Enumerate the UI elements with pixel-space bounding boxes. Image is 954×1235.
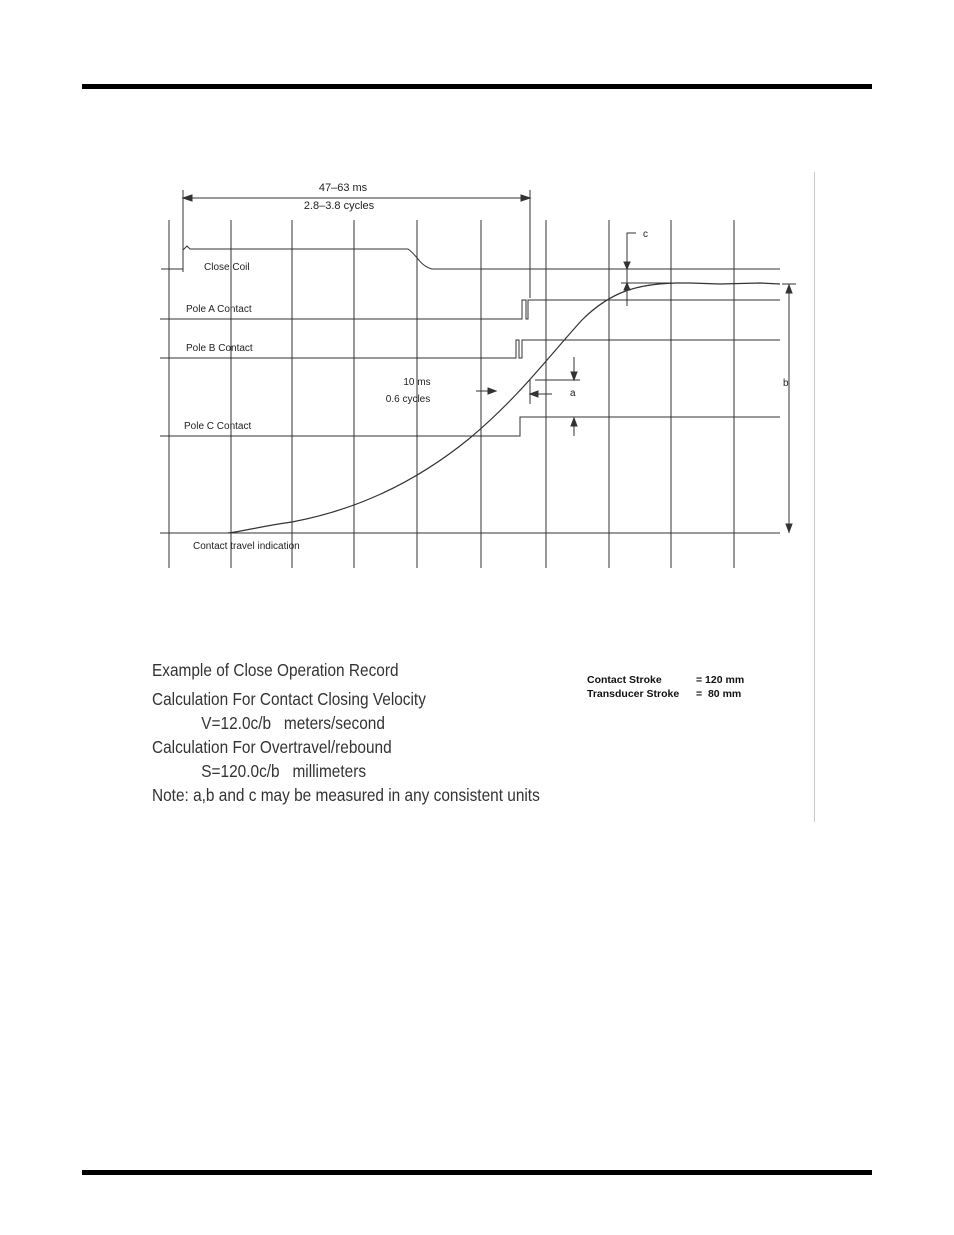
- contact-travel-curve: [228, 283, 780, 533]
- transducer-stroke-value: = 80 mm: [696, 688, 742, 700]
- marker-c-arrow-down: [624, 262, 630, 269]
- calc-title: Example of Close Operation Record: [152, 660, 399, 680]
- stroke-specs: [587, 673, 744, 701]
- contact-stroke-row: [587, 673, 744, 687]
- pole-a-label: Pole A Contact: [186, 304, 252, 315]
- overtravel-heading: Calculation For Overtravel/rebound: [152, 737, 392, 757]
- interval-arrow-left: [488, 388, 496, 394]
- marker-c-label: c: [643, 229, 648, 240]
- transducer-stroke-row: [587, 687, 744, 701]
- marker-c-arrow-up: [624, 283, 630, 290]
- footer-rule: [82, 1170, 872, 1175]
- timing-arrow-left: [183, 195, 192, 201]
- marker-b-arrow-top: [786, 285, 792, 293]
- timing-top-label: 47–63 ms: [318, 182, 368, 194]
- close-coil-label: Close Coil: [204, 262, 250, 273]
- interval-bottom-label: 0.6 cycles: [385, 394, 431, 405]
- interval-top-label: 10 ms: [403, 377, 431, 388]
- pole-a-trace: [160, 300, 780, 319]
- velocity-heading: Calculation For Contact Closing Velocity: [152, 689, 426, 709]
- calculation-block: [152, 658, 540, 807]
- pole-b-label: Pole B Contact: [186, 343, 253, 354]
- units-note: Note: a,b and c may be measured in any consistent units: [152, 785, 540, 805]
- contact-stroke-value: = 120 mm: [696, 674, 745, 686]
- velocity-formula: V=12.0c/b meters/second: [201, 713, 385, 733]
- timing-arrow-right: [521, 195, 530, 201]
- contact-stroke-label: Contact Stroke: [587, 674, 662, 686]
- marker-b-label: b: [783, 378, 789, 389]
- timing-bottom-label: 2.8–3.8 cycles: [303, 200, 375, 212]
- marker-a-arrow-top: [571, 372, 577, 380]
- contact-travel-label: Contact travel indication: [193, 541, 300, 552]
- marker-a-label: a: [570, 388, 576, 399]
- marker-a-arrow-bottom: [571, 418, 577, 426]
- pole-c-trace: [160, 417, 780, 436]
- pole-b-trace: [160, 340, 780, 358]
- close-coil-trace: [161, 246, 780, 269]
- pole-c-label: Pole C Contact: [184, 421, 252, 432]
- transducer-stroke-label: Transducer Stroke: [587, 688, 680, 700]
- marker-b-arrow-bottom: [786, 524, 792, 532]
- overtravel-formula: S=120.0c/b millimeters: [201, 761, 367, 781]
- interval-arrow-right: [530, 391, 538, 397]
